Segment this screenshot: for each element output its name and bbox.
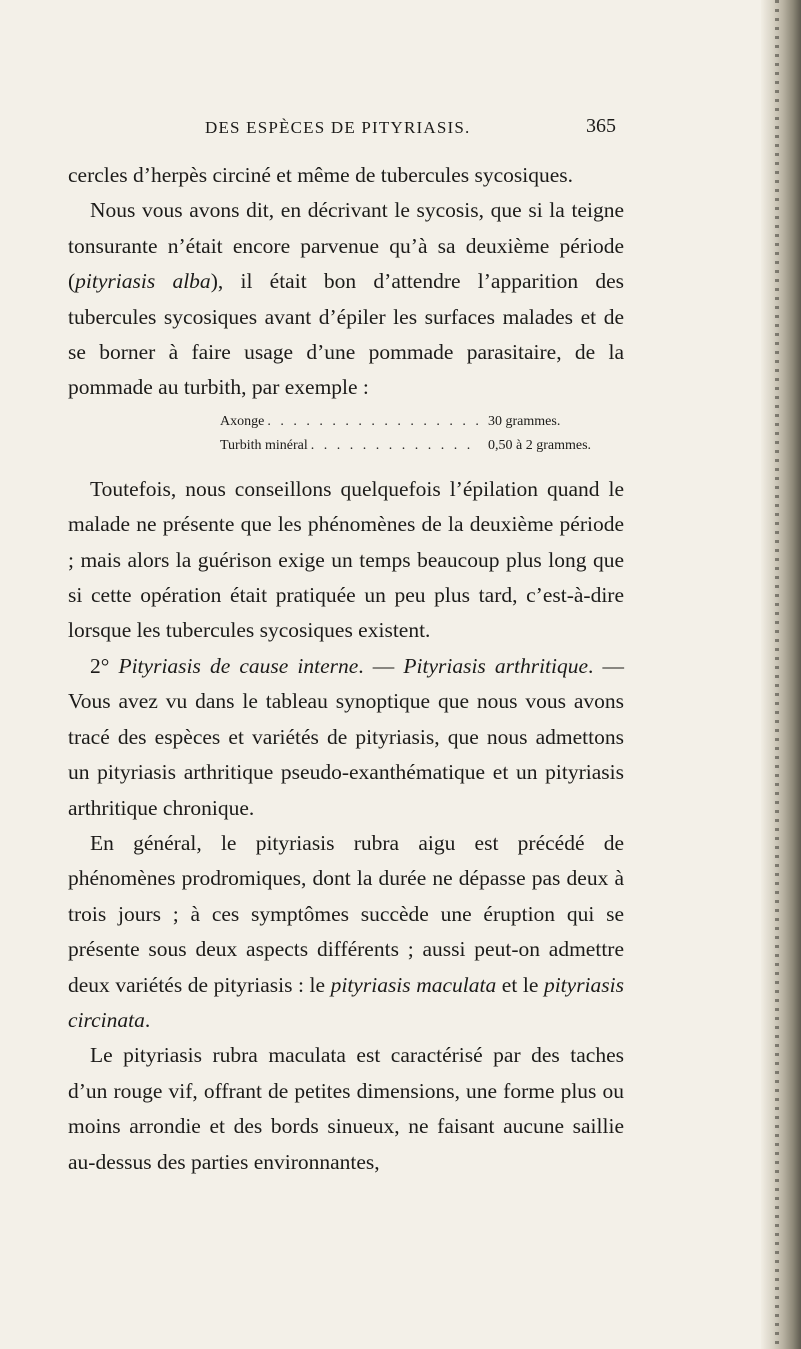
dot-leader [311, 434, 480, 458]
text-run: . [144, 1007, 151, 1032]
recipe-list [68, 410, 624, 458]
paragraph-3: Toutefois, nous conseillons quelquefois l’épilation quand le malade ne présente que les phénomènes de la deuxième période ; mais alors la guérison exige un temps beaucoup plus long que si cette opération était pratiquée un peu plus tard, c’est-à-dire lorsque les tubercules sycosiques existent. [68, 476, 624, 643]
italic-term: pityriasis maculata [330, 972, 497, 997]
paragraph-6: Le pityriasis rubra maculata est caractérisé par des taches d’un rouge vif, offrant de petites dimensions, une forme plus ou moins arrondie et des bords sinueux, ne faisant aucune saillie au-dessus des parties environnantes, [68, 1043, 624, 1174]
dot-leader [267, 410, 480, 434]
ingredient-quantity: 30 grammes. [488, 413, 561, 429]
italic-term: pityriasis circinata [68, 972, 624, 1032]
section-heading: Pityriasis de cause interne [118, 653, 359, 678]
text-run: . — [358, 653, 404, 678]
text-run: et le [496, 972, 544, 997]
ingredient-quantity: 0,50 à 2 grammes. [488, 437, 592, 453]
ingredient-name: Turbith minéral [220, 437, 308, 453]
section-number: 2° [90, 653, 110, 678]
paragraph-1 [68, 158, 624, 193]
text-run: En général, le pityriasis rubra aigu est précédé de phénomènes prodromiques, dont la durée ne dépasse pas deux à trois jours ; à ces symptômes succède une éruption qui se présente sous deux aspects différents ; aussi peut-on admettre deux variétés de pityriasis : le [68, 830, 624, 997]
text-run: . — Vous avez vu dans le tableau synoptique que nous vous avons tracé des espèces et variétés de pityriasis, que nous admettons un pityriasis arthritique pseudo-exanthématique et un pityriasis arthritique chronique. [68, 653, 625, 820]
ingredient-name: Axonge [220, 413, 265, 429]
body-text [68, 158, 624, 1180]
recipe-line [220, 410, 624, 434]
recipe-line [220, 434, 624, 458]
running-title: DES ESPÈCES DE PITYRIASIS. [205, 118, 471, 137]
section-subheading: Pityriasis arthritique [403, 653, 589, 678]
italic-term: pityriasis alba [75, 269, 211, 294]
page-number: 365 [586, 115, 616, 137]
text-run: ), il était bon d’attendre l’apparition des tubercules sycosiques avant d’épiler les surfaces malades et de se borner à faire usage d’une pommade parasitaire, de la pommade au turbith, par exemple : [68, 269, 625, 400]
paragraph-4 [68, 649, 624, 826]
paragraph-2 [68, 193, 624, 405]
text-run: Nous vous avons dit, en décrivant le sycosis, que si la teigne tonsurante n’était encore parvenue qu’à sa deuxième période ( [68, 198, 624, 294]
paragraph-1-continuation: cercles d’herpès circiné et même de tubercules sycosiques. [68, 163, 574, 187]
paragraph-5 [68, 826, 624, 1038]
page-binding-edge [761, 0, 801, 1349]
